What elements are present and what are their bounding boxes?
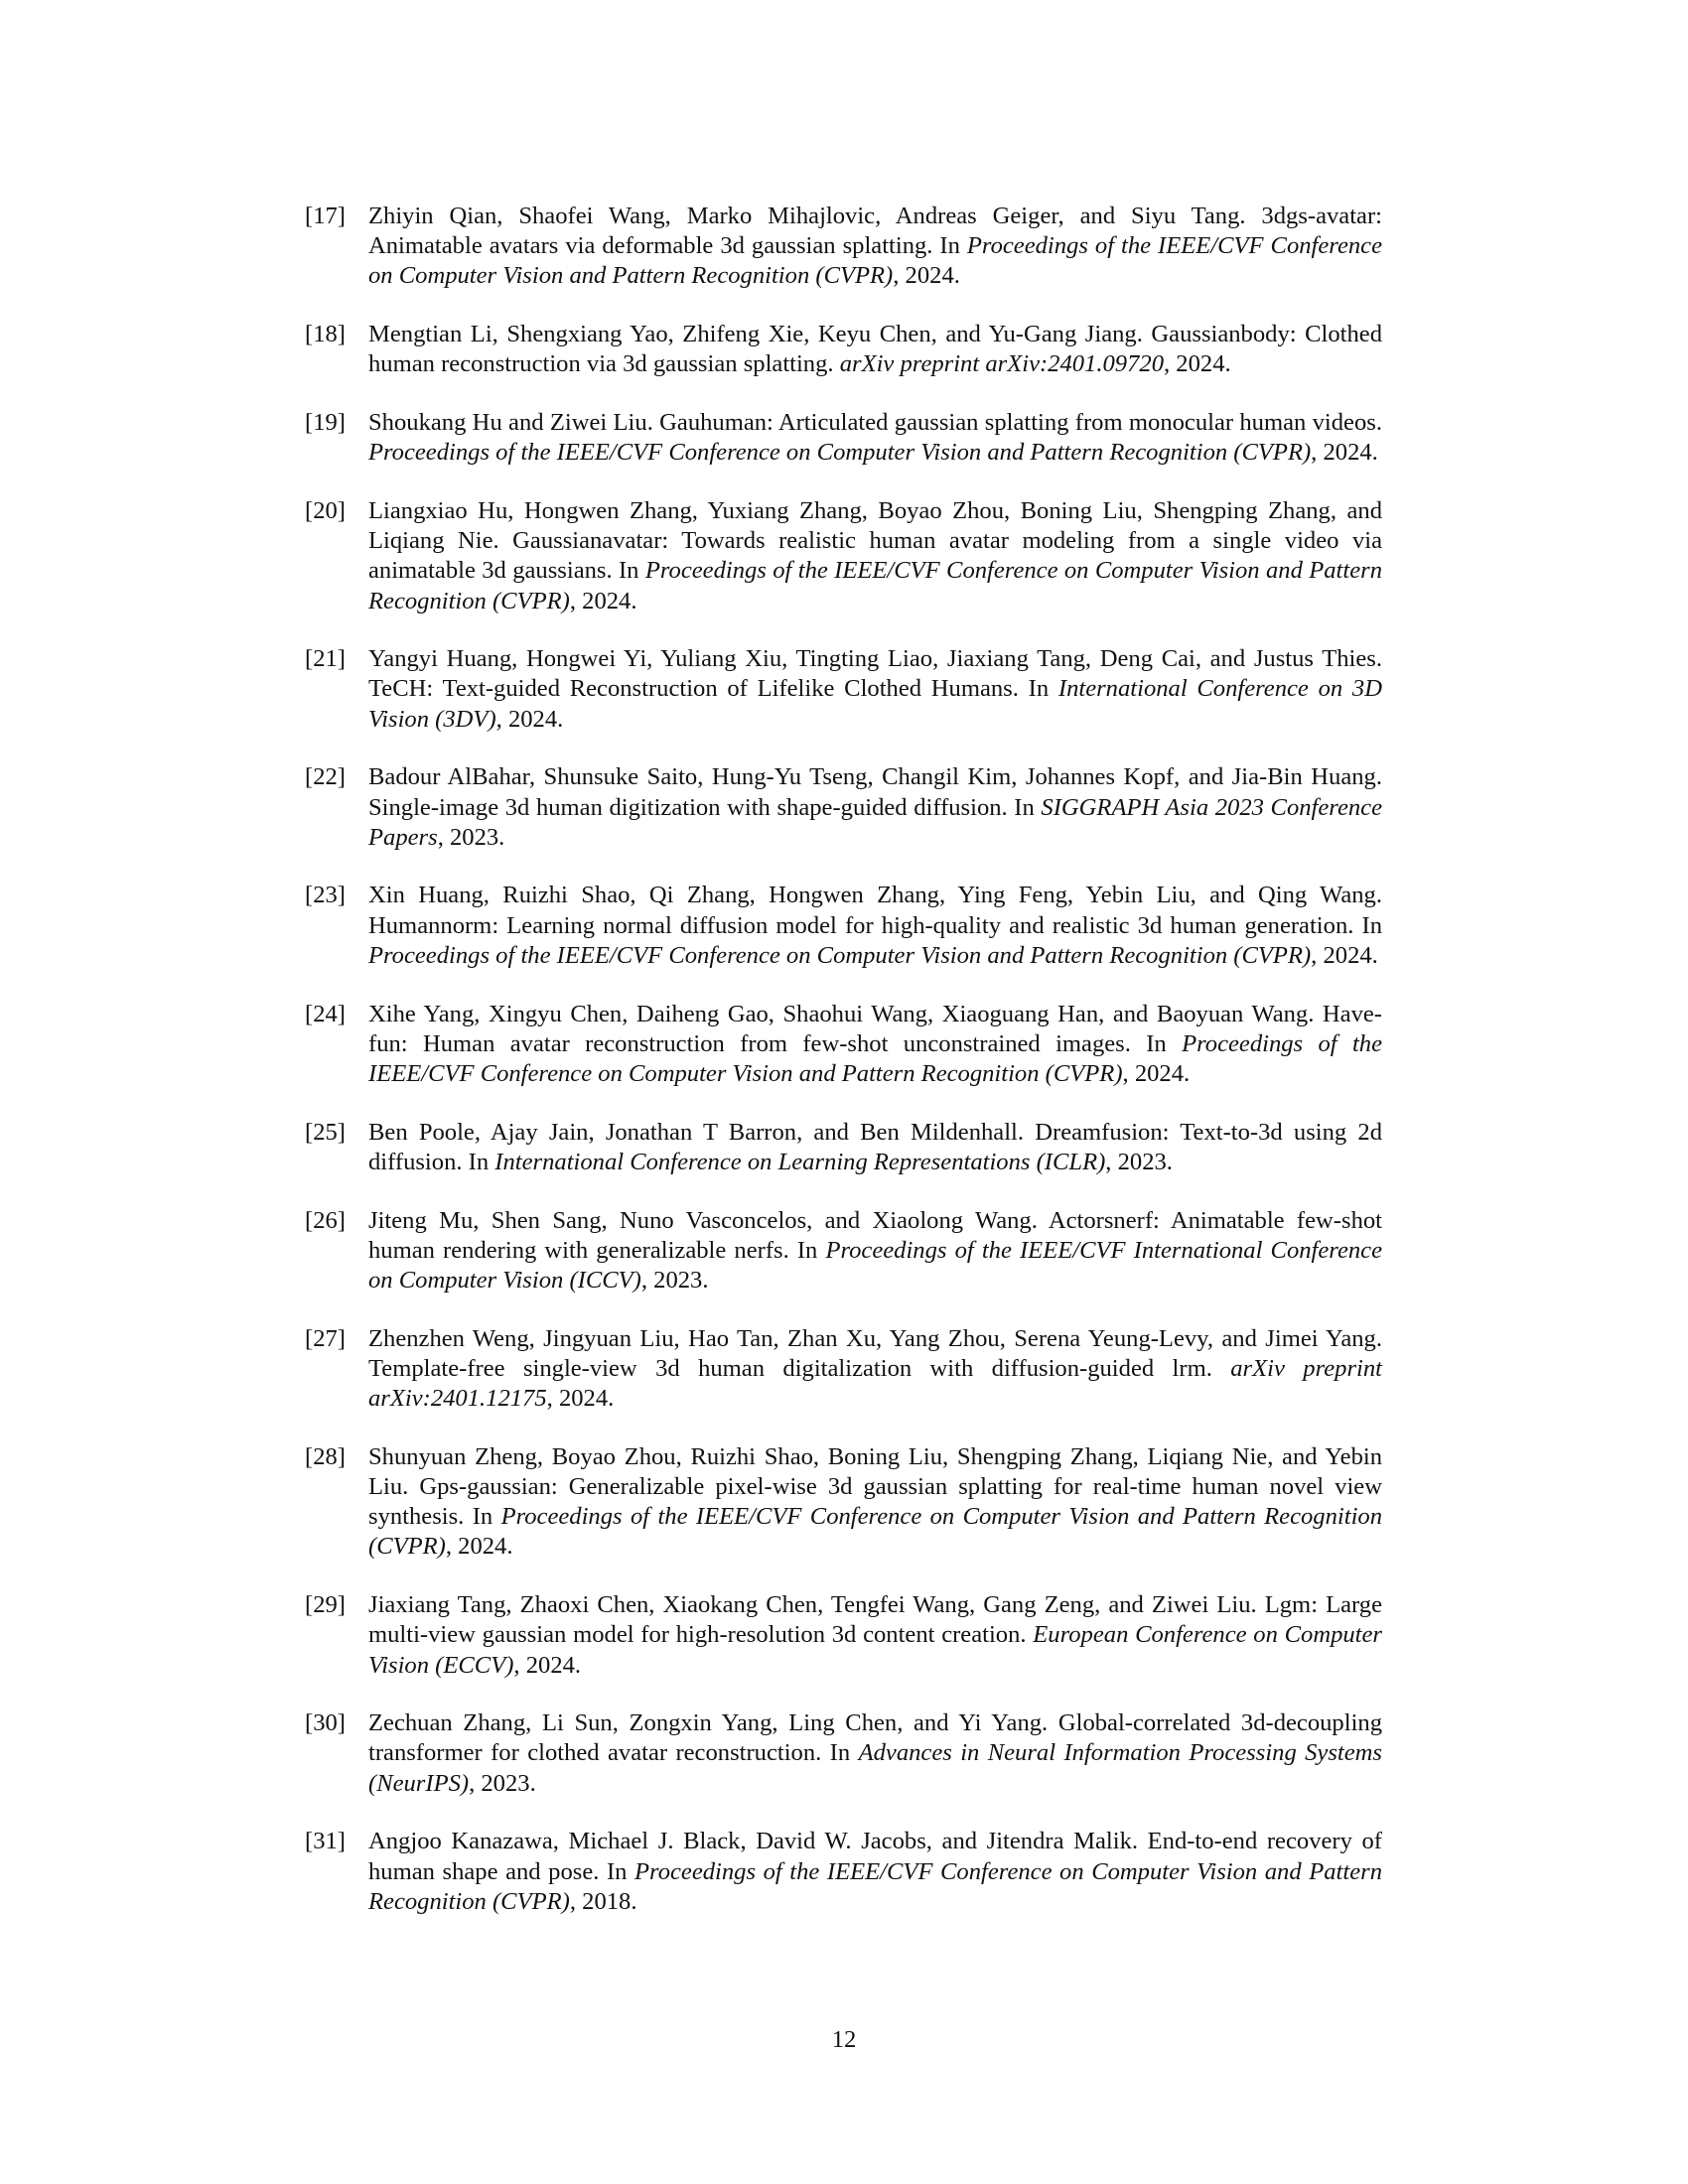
- reference-item: [305, 1118, 1382, 1177]
- reference-number: [17]: [305, 203, 346, 229]
- reference-authors-title: Liangxiao Hu, Hongwen Zhang, Yuxiang Zhang, Boyao Zhou, Boning Liu, Shengping Zhang, and Liqiang Nie. Gaussianavatar: Towards realistic human avatar modeling from a single video via animatable 3d gaussians. In: [368, 496, 1382, 585]
- reference-venue: Proceedings of the IEEE/CVF Conference on Computer Vision and Pattern Recognition (CVPR): [368, 1503, 1382, 1561]
- reference-year: , 2024.: [1122, 1059, 1191, 1087]
- reference-year: , 2023.: [640, 1266, 709, 1294]
- reference-text: [368, 1324, 1382, 1415]
- reference-text: [368, 1708, 1382, 1799]
- reference-venue: European Conference on Computer Vision (ECCV): [368, 1621, 1382, 1679]
- reference-authors-title: Yangyi Huang, Hongwei Yi, Yuliang Xiu, Tingting Liao, Jiaxiang Tang, Deng Cai, and Justus Thies. TeCH: Text-guided Reconstruction of Lifelike Clothed Humans. In: [368, 645, 1382, 703]
- reference-authors-title: Zhiyin Qian, Shaofei Wang, Marko Mihajlovic, Andreas Geiger, and Siyu Tang. 3dgs-avatar: Animatable avatars via deformable 3d gaussian splatting. In: [368, 203, 1382, 260]
- reference-year: , 2024.: [569, 587, 637, 614]
- reference-item: [305, 1708, 1382, 1799]
- reference-text: [368, 644, 1382, 735]
- reference-authors-title: Angjoo Kanazawa, Michael J. Black, David W. Jacobs, and Jitendra Malik. End-to-end recovery of human shape and pose. In: [368, 1828, 1382, 1885]
- reference-number: [19]: [305, 409, 346, 437]
- reference-number: [20]: [305, 496, 346, 524]
- reference-text: [368, 408, 1382, 468]
- reference-number: [23]: [305, 882, 346, 909]
- reference-venue: Proceedings of the IEEE/CVF Conference on Computer Vision and Pattern Recognition (CVPR): [368, 1029, 1383, 1087]
- reference-year: , 2018.: [569, 1887, 637, 1915]
- reference-number: [27]: [305, 1324, 346, 1352]
- reference-year: , 2024.: [1164, 350, 1231, 378]
- reference-text: [368, 1206, 1382, 1297]
- reference-text: [368, 1827, 1382, 1917]
- reference-text: [368, 1000, 1382, 1090]
- reference-venue: International Conference on 3D Vision (3DV): [368, 675, 1382, 733]
- reference-item: [305, 644, 1382, 735]
- reference-item: [305, 1206, 1382, 1297]
- reference-venue: Proceedings of the IEEE/CVF Conference on Computer Vision and Pattern Recognition (CVPR): [368, 439, 1312, 467]
- reference-authors-title: Mengtian Li, Shengxiang Yao, Zhifeng Xie, Keyu Chen, and Yu-Gang Jiang. Gaussianbody: Clothed human reconstruction via 3d gaussian splatting.: [368, 321, 1382, 378]
- reference-text: [368, 1442, 1382, 1563]
- reference-year: , 2023.: [437, 823, 505, 851]
- reference-venue: SIGGRAPH Asia 2023 Conference Papers: [368, 793, 1382, 851]
- reference-authors-title: Jiteng Mu, Shen Sang, Nuno Vasconcelos, and Xiaolong Wang. Actorsnerf: Animatable few-shot human rendering with generalizable nerfs. In: [368, 1206, 1382, 1264]
- reference-year: , 2024.: [445, 1533, 513, 1561]
- reference-venue: Proceedings of the IEEE/CVF Conference on Computer Vision and Pattern Recognition (CVPR): [368, 1857, 1382, 1915]
- reference-item: [305, 1827, 1382, 1917]
- reference-item: [305, 202, 1382, 292]
- reference-text: [368, 320, 1382, 379]
- reference-number: [24]: [305, 1000, 346, 1027]
- reference-venue: arXiv preprint arXiv:2401.12175: [368, 1354, 1382, 1413]
- reference-text: [368, 1118, 1382, 1177]
- reference-number: [25]: [305, 1118, 346, 1146]
- reference-authors-title: Jiaxiang Tang, Zhaoxi Chen, Xiaokang Chen, Tengfei Wang, Gang Zeng, and Ziwei Liu. Lgm: Large multi-view gaussian model for high-resolution 3d content creation.: [368, 1591, 1382, 1649]
- reference-year: , 2023.: [469, 1769, 536, 1797]
- reference-number: [31]: [305, 1828, 346, 1855]
- reference-text: [368, 762, 1382, 853]
- reference-authors-title: Zhenzhen Weng, Jingyuan Liu, Hao Tan, Zhan Xu, Yang Zhou, Serena Yeung-Levy, and Jimei Yang. Template-free single-view 3d human digitalization with diffusion-guided lrm.: [368, 1324, 1382, 1382]
- reference-authors-title: Xihe Yang, Xingyu Chen, Daiheng Gao, Shaohui Wang, Xiaoguang Han, and Baoyuan Wang. Have-fun: Human avatar reconstruction from few-shot unconstrained images. In: [368, 1000, 1382, 1057]
- reference-venue: Advances in Neural Information Processing Systems (NeurIPS): [368, 1739, 1383, 1797]
- reference-number: [18]: [305, 321, 346, 348]
- reference-year: , 2024.: [495, 705, 564, 733]
- reference-year: , 2024.: [513, 1651, 582, 1679]
- reference-text: [368, 496, 1382, 616]
- reference-item: [305, 1000, 1382, 1090]
- reference-list: [305, 202, 1382, 1945]
- reference-venue: arXiv preprint arXiv:2401.09720: [839, 350, 1164, 378]
- reference-item: [305, 496, 1382, 616]
- reference-year: , 2024.: [893, 262, 960, 290]
- reference-item: [305, 1324, 1382, 1415]
- reference-authors-title: Xin Huang, Ruizhi Shao, Qi Zhang, Hongwen Zhang, Ying Feng, Yebin Liu, and Qing Wang. Humannorm: Learning normal diffusion model for high-quality and realistic 3d human generation. In: [368, 882, 1382, 939]
- reference-year: , 2024.: [1311, 439, 1378, 467]
- reference-authors-title: Badour AlBahar, Shunsuke Saito, Hung-Yu Tseng, Changil Kim, Johannes Kopf, and Jia-Bin Huang. Single-image 3d human digitization with shape-guided diffusion. In: [368, 763, 1382, 821]
- reference-text: [368, 202, 1382, 292]
- reference-text: [368, 881, 1382, 971]
- page-number: 12: [831, 2026, 857, 2053]
- reference-item: [305, 1590, 1382, 1681]
- reference-venue: Proceedings of the IEEE/CVF International Conference on Computer Vision (ICCV): [368, 1236, 1382, 1294]
- reference-authors-title: Shunyuan Zheng, Boyao Zhou, Ruizhi Shao, Boning Liu, Shengping Zhang, Liqiang Nie, and Yebin Liu. Gps-gaussian: Generalizable pixel-wise 3d gaussian splatting for real-time human novel view synthesis. In: [368, 1442, 1382, 1531]
- reference-year: , 2023.: [1105, 1148, 1173, 1175]
- reference-item: [305, 762, 1382, 853]
- reference-venue: Proceedings of the IEEE/CVF Conference on Computer Vision and Pattern Recognition (CVPR): [368, 232, 1383, 290]
- reference-number: [29]: [305, 1591, 346, 1619]
- reference-item: [305, 320, 1382, 379]
- reference-number: [22]: [305, 763, 346, 791]
- reference-number: [30]: [305, 1709, 346, 1737]
- reference-item: [305, 881, 1382, 971]
- reference-item: [305, 408, 1382, 468]
- reference-text: [368, 1590, 1382, 1681]
- reference-authors-title: Shoukang Hu and Ziwei Liu. Gauhuman: Articulated gaussian splatting from monocular human videos.: [368, 409, 1382, 437]
- reference-number: [26]: [305, 1206, 346, 1234]
- reference-year: , 2024.: [1311, 941, 1378, 969]
- reference-authors-title: Zechuan Zhang, Li Sun, Zongxin Yang, Ling Chen, and Yi Yang. Global-correlated 3d-decoupling transformer for clothed avatar reconstruction. In: [368, 1709, 1382, 1767]
- reference-venue: Proceedings of the IEEE/CVF Conference on Computer Vision and Pattern Recognition (CVPR): [368, 941, 1312, 969]
- reference-item: [305, 1442, 1382, 1563]
- reference-year: , 2024.: [546, 1385, 615, 1413]
- reference-number: [21]: [305, 645, 346, 673]
- reference-number: [28]: [305, 1442, 346, 1470]
- reference-venue: Proceedings of the IEEE/CVF Conference on Computer Vision and Pattern Recognition (CVPR): [368, 557, 1382, 614]
- reference-venue: International Conference on Learning Representations (ICLR): [494, 1148, 1106, 1175]
- reference-authors-title: Ben Poole, Ajay Jain, Jonathan T Barron, and Ben Mildenhall. Dreamfusion: Text-to-3d using 2d diffusion. In: [368, 1118, 1382, 1175]
